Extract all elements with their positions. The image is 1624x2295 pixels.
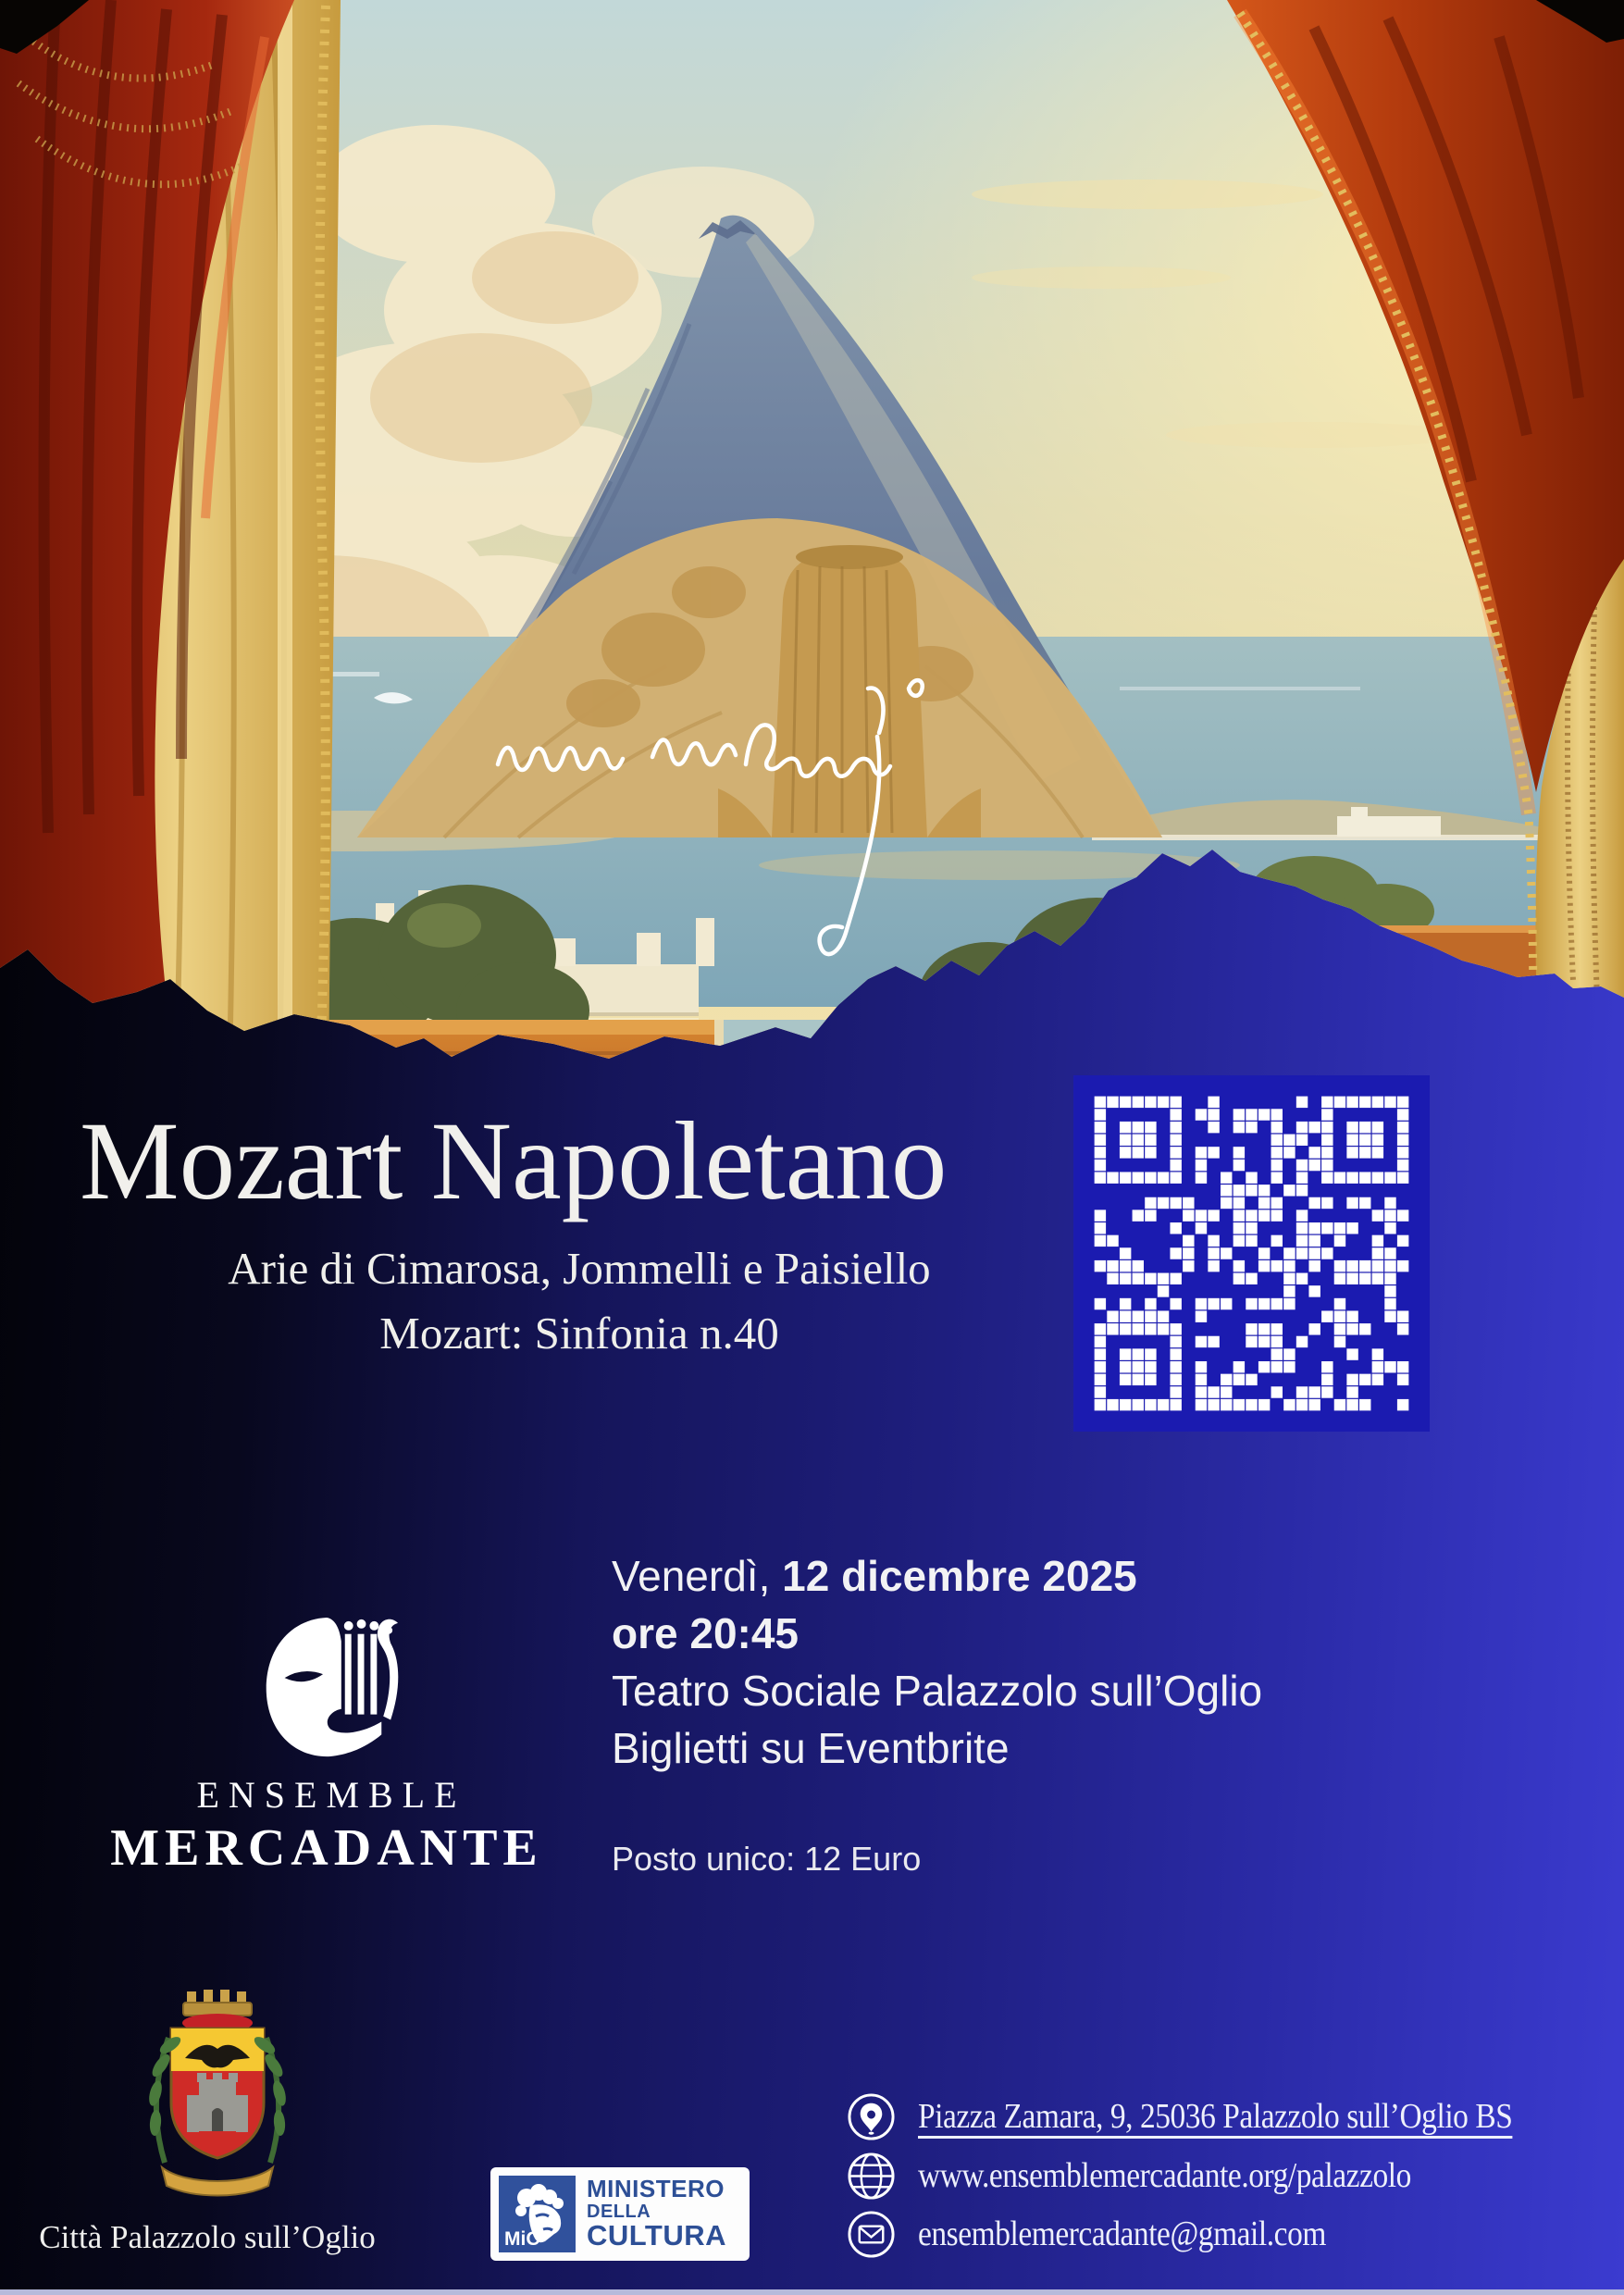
contact-email-row xyxy=(847,2208,1382,2260)
mic-abbr: MiC xyxy=(504,2228,540,2250)
event-venue: Teatro Sociale Palazzolo sull’Oglio xyxy=(612,1667,1263,1715)
ministero-cultura-logo xyxy=(490,2167,750,2261)
ticket-price: Posto unico: 12 Euro xyxy=(612,1840,922,1878)
address-link[interactable]: Piazza Zamara, 9, 25036 Palazzolo sull’Oglio BS xyxy=(918,2097,1513,2136)
subtitle-line-1: Arie di Cimarosa, Jommelli e Paisiello xyxy=(228,1243,931,1294)
poster-title: Mozart Napoletano xyxy=(80,1099,948,1223)
subtitle-line-2: Mozart: Sinfonia n.40 xyxy=(379,1307,779,1358)
mask-lyre-icon xyxy=(254,1608,400,1764)
event-tickets: Biglietti su Eventbrite xyxy=(612,1724,1010,1772)
ensemble-wordmark-line2: MERCADANTE xyxy=(110,1819,543,1877)
ensemble-mercadante-logo xyxy=(109,1608,544,1878)
bottom-edge-strip xyxy=(0,2289,1624,2295)
ribbon xyxy=(162,2167,273,2196)
qr-code-pattern xyxy=(1073,1075,1430,1432)
white-fort xyxy=(1337,816,1441,837)
contact-website-row xyxy=(847,2150,1479,2202)
event-details xyxy=(612,1547,1262,1777)
city-caption: Città Palazzolo sull’Oglio xyxy=(39,2219,376,2255)
contact-address-row xyxy=(847,2090,1593,2142)
mic-wordmark: MINISTERO DELLA CULTURA xyxy=(587,2175,727,2252)
subtitle xyxy=(80,1236,1079,1365)
city-coat-of-arms xyxy=(130,1982,305,2209)
event-time-line xyxy=(612,1605,1262,1662)
ensemble-wordmark-line1: ENSEMBLE xyxy=(196,1774,466,1816)
event-time: ore 20:45 xyxy=(612,1609,800,1657)
left-curtain xyxy=(0,0,341,1157)
event-date-line xyxy=(612,1547,1262,1605)
event-date: 12 dicembre 2025 xyxy=(782,1552,1137,1600)
qr-code xyxy=(1073,1075,1430,1432)
event-day: Venerdì, xyxy=(612,1552,771,1600)
website-link[interactable]: www.ensemblemercadante.org/palazzolo xyxy=(918,2156,1411,2195)
globe-icon xyxy=(847,2152,896,2201)
location-pin-icon xyxy=(847,2092,896,2141)
email-icon xyxy=(847,2210,896,2259)
shield xyxy=(171,2028,264,2158)
mural-crown-icon xyxy=(183,1990,252,2016)
email-link[interactable]: ensemblemercadante@gmail.com xyxy=(918,2214,1326,2253)
mic-square xyxy=(499,2176,576,2252)
